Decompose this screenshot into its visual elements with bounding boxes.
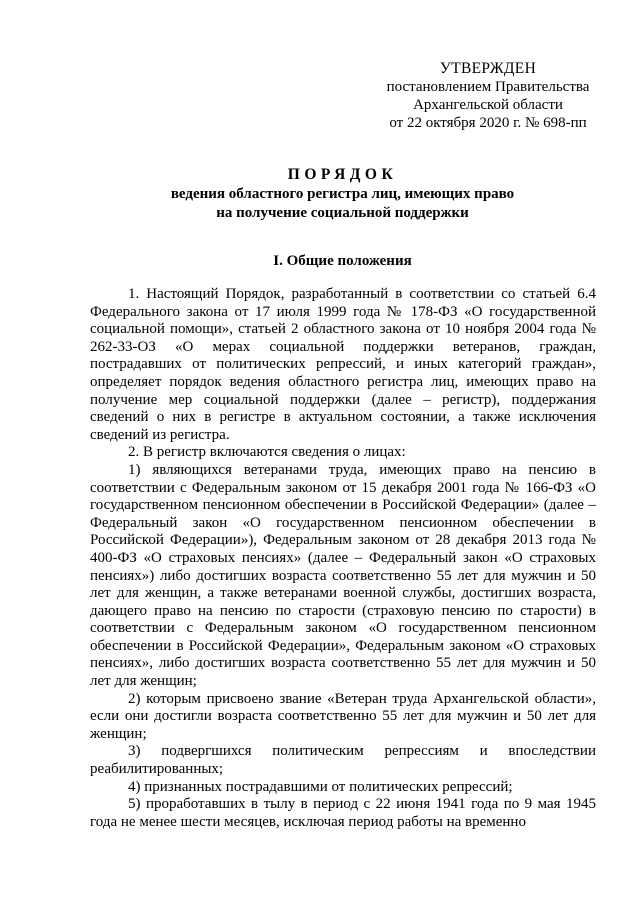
title-line-2: на получение социальной поддержки [216,205,469,221]
approval-line-3: от 22 октября 2020 г. № 698-пп [389,115,587,131]
approval-line-2: Архангельской области [413,97,563,113]
paragraph-5: 3) подвергшихся политическим репрессиям и впоследствии реабилитированных; [90,743,596,778]
paragraph-2: 2. В регистр включаются сведения о лицах: [128,444,406,461]
paragraph-1: 1. Настоящий Порядок, разработанный в соответствии со статьей 6.4 Федерального закона от 17 июля 1999 года № 178-ФЗ «О государственной социальной помощи», статьей 2 областного закона от 10 ноября 2004 года № 262-33-ОЗ «О мерах социальной поддержки ветеранов, граждан, пострадавших от политических репрессий, и иных категорий граждан», определяет порядок ведения областного регистра лиц, имеющих право на получение мер социальной поддержки (далее – регистр), поддержания сведений о них в регистре в актуальном состоянии, а также исключения сведений из регистра. [90,286,596,443]
title-main: ПОРЯДОК [287,166,398,183]
title-line-1: ведения областного регистра лиц, имеющих право [170,186,515,202]
section-heading: I. Общие положения [273,253,412,269]
paragraph-3: 1) являющихся ветеранами труда, имеющих право на пенсию в соответствии с Федеральным законом от 15 декабря 2001 года № 166-ФЗ «О государственном пенсионном обеспечении в Российской Федерации» (далее – Федеральный закон «О государственном пенсионном обеспечении в Российской Федерации»), Федеральным законом от 28 декабря 2013 года № 400-ФЗ «О страховых пенсиях» (далее – Федеральный закон «О страховых пенсиях») либо достигших возраста соответственно 55 лет для мужчин и 50 лет для женщин, а также ветеранами военной службы, достигших возраста, дающего право на пенсию по старости (страховую пенсию по старости) в соответствии с Федеральным законом «О государственном пенсионном обеспечении в Российской Федерации», Федеральным законом «О страховых пенсиях», либо достигших возраста соответственно 55 лет для мужчин и 50 лет для женщин; [90,461,596,690]
document-body [90,286,596,831]
paragraph-6: 4) признанных пострадавшими от политических репрессий; [128,778,513,795]
approval-stamp [373,60,603,132]
paragraph-7: 5) проработавших в тылу в период с 22 июня 1941 года по 9 мая 1945 года не менее шести месяцев, исключая период работы на временно [90,796,596,830]
approval-heading: УТВЕРЖДЕН [439,60,537,77]
document-title [90,165,595,223]
approval-line-1: постановлением Правительства [386,79,590,95]
paragraph-4: 2) которым присвоено звание «Ветеран труда Архангельской области», если они достигли возраста соответственно 55 лет для мужчин и 50 лет для женщин; [90,690,596,742]
